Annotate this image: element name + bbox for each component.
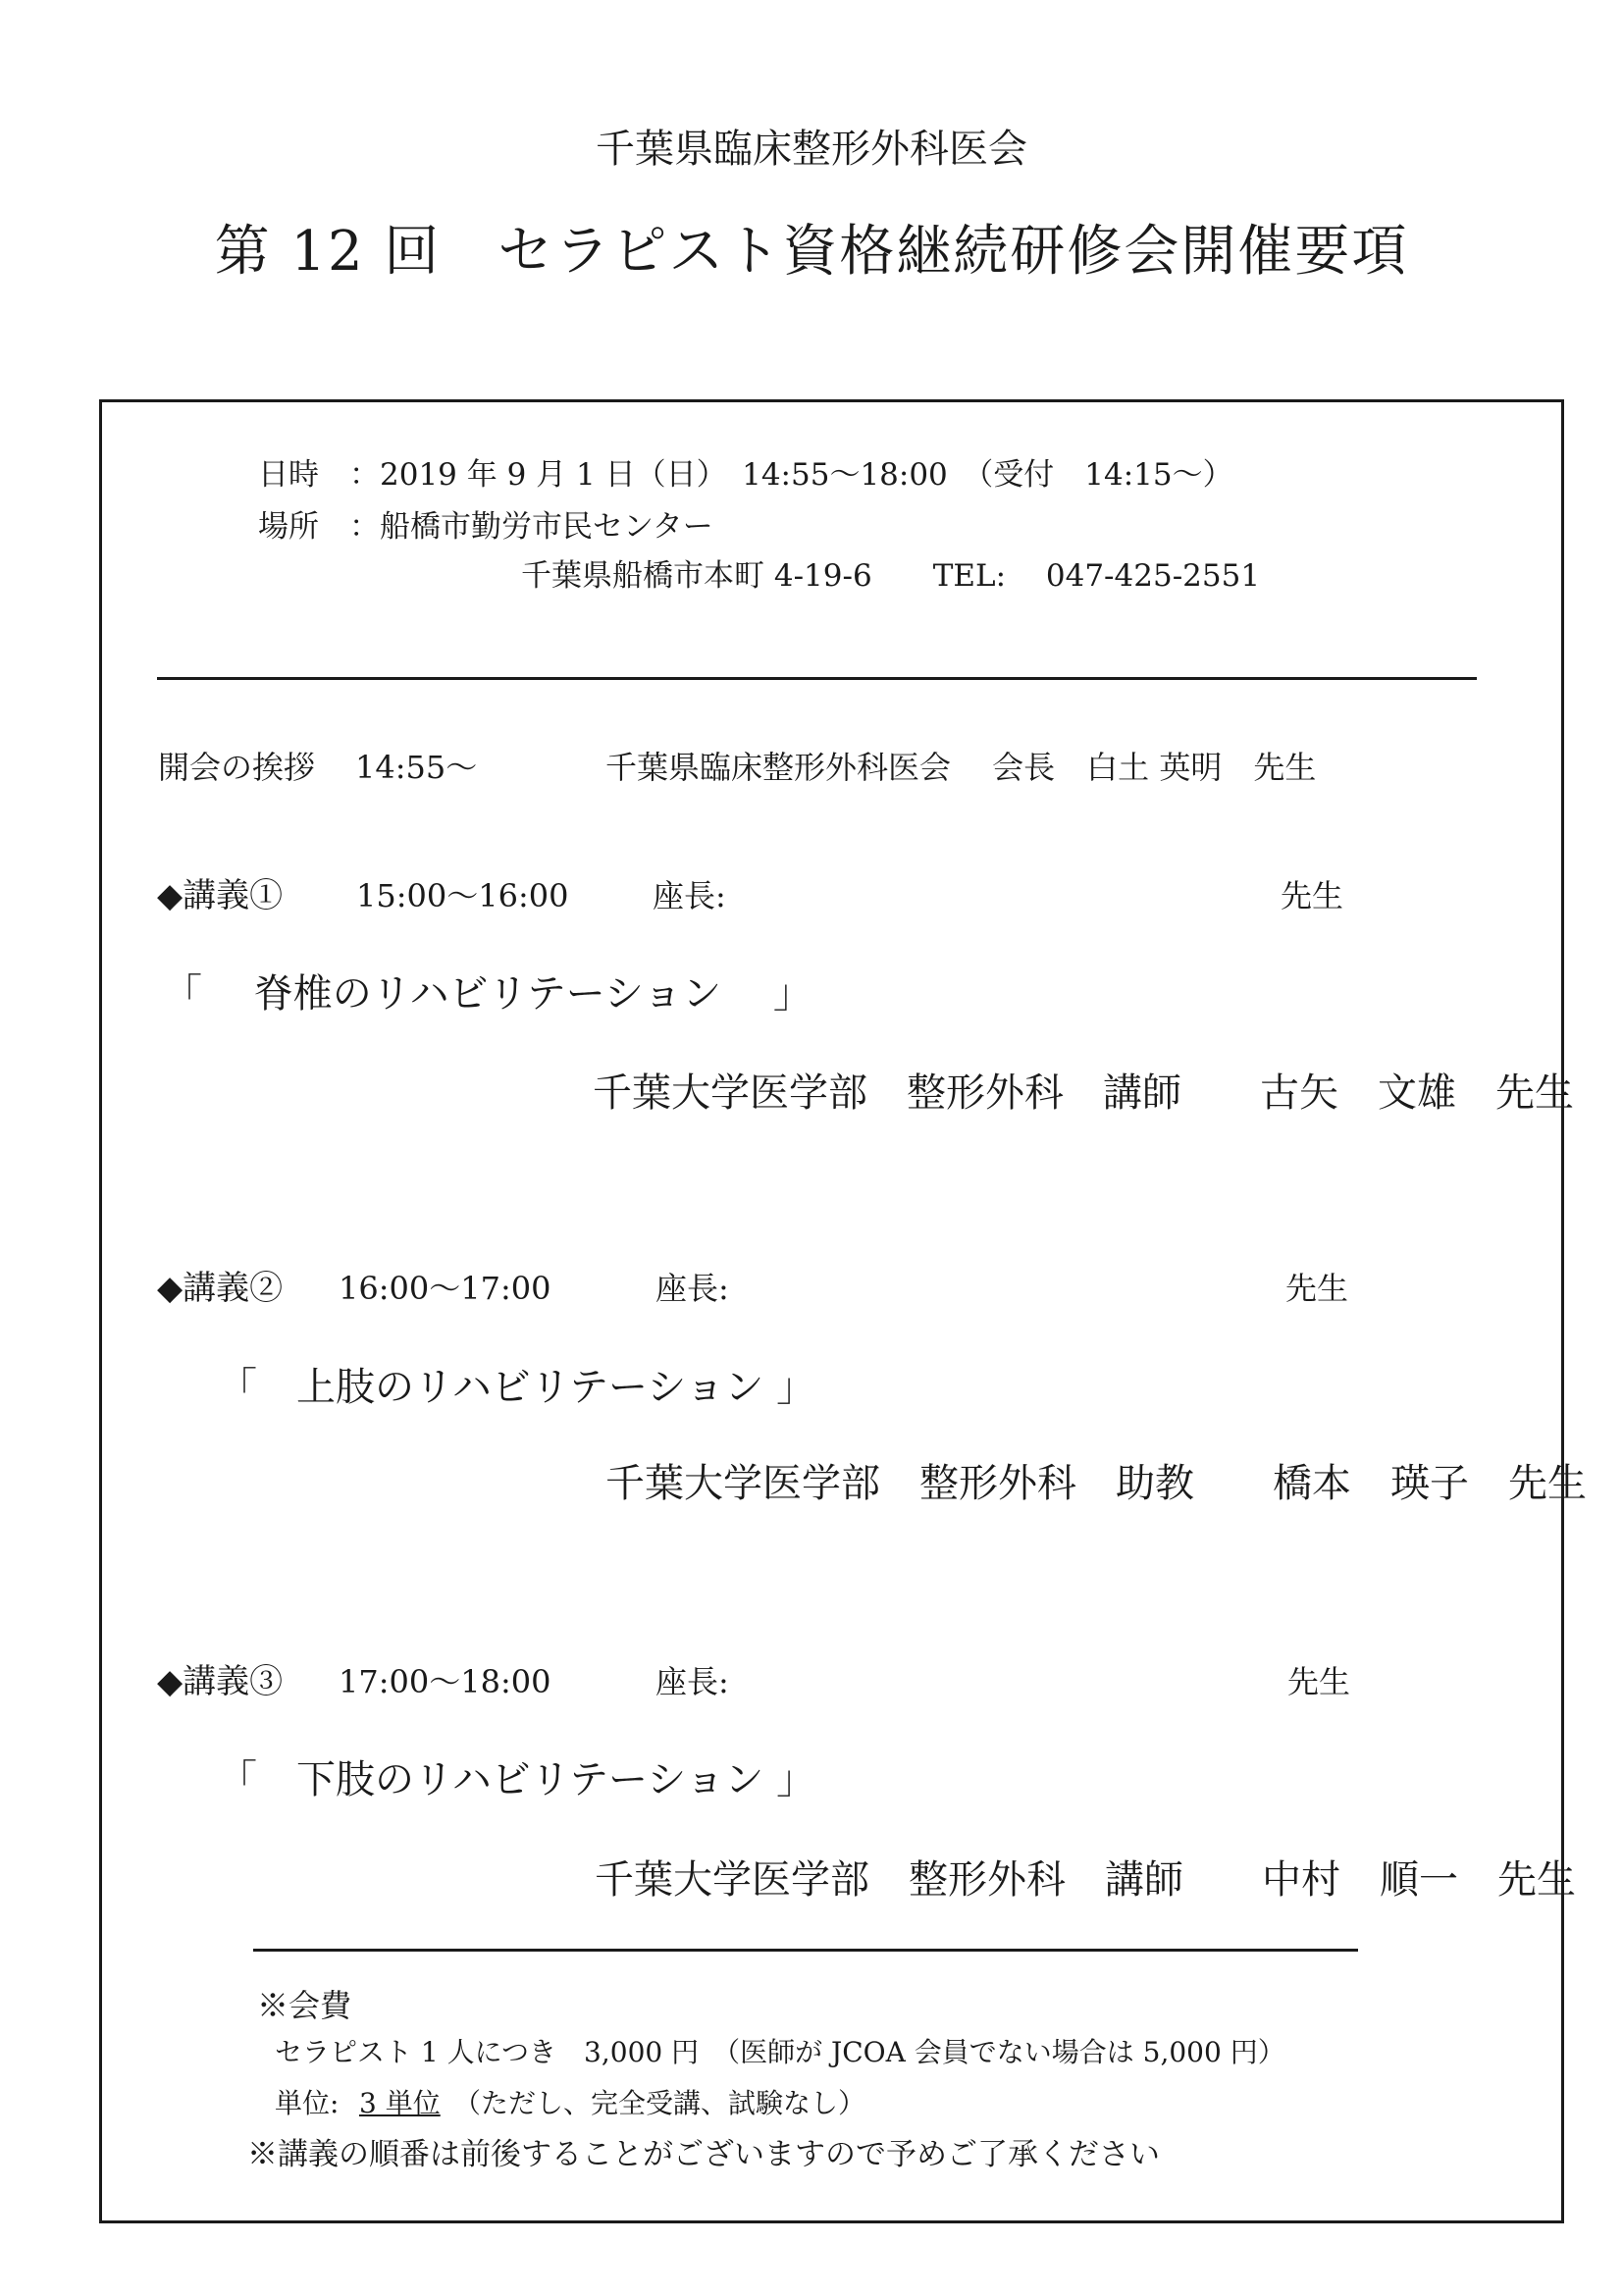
opening-label: 開会の挨拶 <box>158 749 316 786</box>
lecture-speaker: 千葉大学医学部 整形外科 講師 古矢 文雄 先生 <box>593 1070 1574 1116</box>
lecture-time: 16:00〜17:00 <box>339 1270 551 1307</box>
chair-suffix: 先生 <box>1287 1663 1351 1700</box>
datetime-label: 日時 ： <box>258 457 380 493</box>
credit-label: 単位: <box>275 2087 340 2119</box>
lecture-time: 15:00〜16:00 <box>356 877 569 914</box>
lecture-heading: ◆講義③ <box>157 1662 284 1701</box>
lecture-heading: ◆講義① <box>157 876 284 915</box>
datetime-value: 2019 年 9 月 1 日（日） 14:55〜18:00 （受付 14:15〜） <box>380 457 1233 493</box>
lecture-title: 「 上肢のリハビリテーション 」 <box>218 1365 816 1410</box>
chair-suffix: 先生 <box>1281 877 1344 914</box>
order-note: ※講義の順番は前後することがございますので予めご了承ください <box>247 2137 1160 2172</box>
divider <box>253 1949 1358 1952</box>
venue-address: 千葉県船橋市本町 4-19-6 TEL: 047-425-2551 <box>521 558 1261 594</box>
credit-value: 3 単位 <box>359 2087 441 2119</box>
fee-heading: ※会費 <box>257 1987 352 2024</box>
organization-name: 千葉県臨床整形外科医会 <box>596 127 1027 172</box>
chair-suffix: 先生 <box>1285 1270 1349 1307</box>
lecture-title: 「 下肢のリハビリテーション 」 <box>218 1757 816 1802</box>
divider <box>157 677 1477 680</box>
opening-time: 14:55〜 <box>355 749 478 786</box>
venue-label: 場所 ： <box>258 509 380 545</box>
document-title: 第 12 回 セラピスト資格継続研修会開催要項 <box>214 220 1409 284</box>
chair-label: 座長: <box>655 1270 729 1307</box>
chair-label: 座長: <box>655 1663 729 1700</box>
fee-line: セラピスト 1 人につき 3,000 円 （医師が JCOA 会員でない場合は 5,000 円） <box>275 2036 1285 2068</box>
credit-note: （ただし、完全受講、試験なし） <box>453 2087 866 2119</box>
lecture-heading: ◆講義② <box>157 1269 284 1308</box>
venue-name: 船橋市勤労市民センター <box>380 509 713 545</box>
lecture-title: 「 脊椎のリハビリテーション 」 <box>163 971 812 1017</box>
chair-label: 座長: <box>653 877 726 914</box>
lecture-speaker: 千葉大学医学部 整形外科 助教 橋本 瑛子 先生 <box>605 1461 1587 1506</box>
lecture-time: 17:00〜18:00 <box>339 1663 551 1700</box>
lecture-speaker: 千葉大学医学部 整形外科 講師 中村 順一 先生 <box>595 1857 1576 1903</box>
opening-speaker: 千葉県臨床整形外科医会 会長 白土 英明 先生 <box>605 749 1317 786</box>
